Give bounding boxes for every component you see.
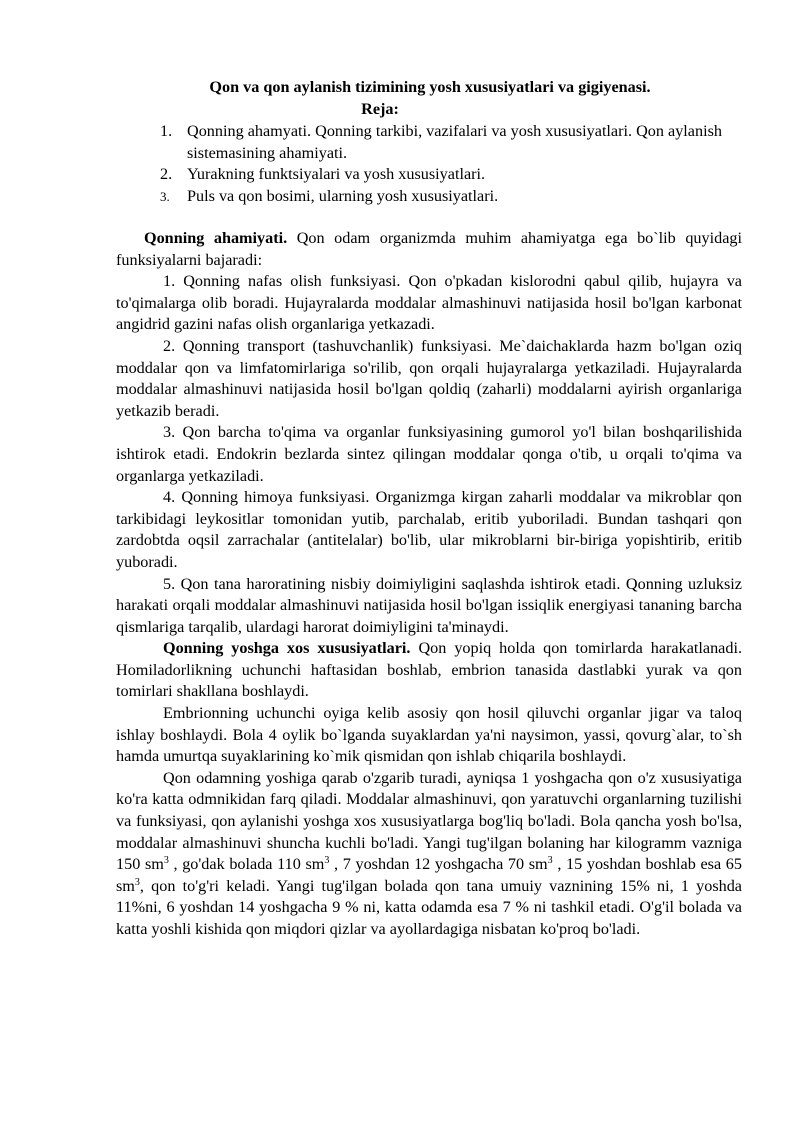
document-body [116,228,742,941]
function-item: 3. Qon barcha to'qima va organlar funksiyasining gumorol yo'l bilan boshqarilishida ishtirok etadi. Endokrin bezlarda sintez qilingan moddalar qonga o'tib, u orqali to'qima va organlarga yetkaziladi. [116,423,742,485]
function-item: 1. Qonning nafas olish funksiyasi. Qon o'pkadan kislorodni qabul qilib, hujayra va to'qimalarga olib boradi. Hujayralarda moddalar almashinuvi natijasida hosil bo'lgan karbonat angidrid gazini nafas olish organlariga yetkazadi. [116,272,742,334]
section-intro-paragraph [116,228,742,271]
paragraph-text: , go'dak bolada 110 sm [168,855,325,874]
paragraph-text: Qon yopiq holda qon tomirlarda harakatlanadi. Homiladorlikning uchunchi haftasidan boshlab, embrion tanasida dastlabki yurak va qon tomirlari shakllana boshlaydi. [116,639,742,701]
plan-item-number: 2. [160,165,173,184]
paragraph [116,768,742,941]
paragraph-text: Qon odamning yoshiga qarab o'zgarib turadi, ayniqsa 1 yoshgacha qon o'z xususiyatiga ko'ra katta odmnikidan farq qiladi. Moddalar almashinuvi, qon yaratuvchi organlarning tuzilishi va funksiyasi, qon aylanishi yoshga xos xususiyatlarga bog'liq bo'ladi. Bola qancha yosh bo'lsa, moddalar almashinuvi shuncha kuchli bo'ladi. Yangi tug'ilgan bolaning har kilogramm vazniga 150 sm [116,768,742,874]
paragraph-text: , qon to'g'ri keladi. Yangi tug'ilgan bolada qon tana umuiy vaznining 15% ni, 1 yoshda 11%ni, 6 yoshdan 14 yoshgacha 9 % ni, katta odamda esa 7 % ni tashkil etadi. O'g'il bolada va katta yoshli kishida qon miqdori qizlar va ayollardagiga nisbatan ko'proq bo'ladi. [116,876,742,938]
plan-item-number: 3. [160,188,170,204]
superscript: 3 [547,855,553,867]
function-item: 5. Qon tana haroratining nisbiy doimiyligini saqlashda ishtirok etadi. Qonning uzluksiz harakati orqali moddalar almashinuvi natijasida hosil bo'lgan issiqlik energiyasi tananing barcha qismlariga tarqalib, ulardagi harorat doimiyligini ta'minaydi. [116,574,742,636]
section-heading: Qonning yoshga xos xususiyatlari. [163,639,411,658]
plan-item-text: Puls va qon bosimi, ularning yosh xususiyatlari. [187,186,499,205]
page-title: Qon va qon aylanish tizimining yosh xususiyatlari va gigiyenasi. [209,78,651,96]
paragraph-text: Qon odam organizmda muhim ahamiyatga ega bo`lib quyidagi funksiyalarni bajaradi: [116,229,742,269]
section-heading: Qonning ahamiyati. [144,229,288,247]
paragraph: Embrionning uchunchi oyiga kelib asosiy qon hosil qiluvchi organlar jigar va taloq ishlay boshlaydi. Bola 4 oylik bo`lganda suyaklardan ya'ni naysimon, yassi, qovurg`alar, to`sh hamda umurtqa suyaklarining ko`mik qismidan qon ishlab chiqarila boshlaydi. [116,704,742,766]
plan-item [160,186,750,208]
function-item: 2. Qonning transport (tashuvchanlik) funksiyasi. Me`daichaklarda hazm bo'lgan oziq moddalar qon va limfatomirlariga so'rilib, qon orqali hujayralarga yetkaziladi. Hujayralarda moddalar almashinuvi natijasida hosil bo'lgan qoldiq (zaharli) moddalarni ayirish organlariga yetkazib beradi. [116,336,742,420]
plan-item [160,164,750,186]
plan-list [160,121,750,207]
superscript: 3 [324,855,330,867]
function-item: 4. Qonning himoya funksiyasi. Organizmga kirgan zaharli moddalar va mikroblar qon tarkibidagi leykositlar tomonidan yutib, parchalab, eritib yuboriladi. Bundan tashqari qon zardobtda oqsil zarrachalar (antitelalar) bo'lib, ular mikroblarni bir-biriga yopishtirib, eritib yuboradi. [116,488,742,571]
superscript: 3 [134,876,140,888]
plan-item [160,121,750,164]
paragraph-text: , 15 yoshdan boshlab esa 65 sm [116,855,742,895]
plan-item-text: Qonning ahamyati. Qonning tarkibi, vazifalari va yosh xususiyatlari. Qon aylanish sistemasining ahamiyati. [187,122,722,162]
superscript: 3 [163,855,169,867]
plan-item-number: 1. [160,122,173,140]
plan-heading: Reja: [361,100,399,118]
paragraph-text: , 7 yoshdan 12 yoshgacha 70 sm [329,855,548,874]
section-intro-paragraph [116,638,742,703]
plan-item-text: Yurakning funktsiyalari va yosh xususiyatlari. [187,165,486,184]
